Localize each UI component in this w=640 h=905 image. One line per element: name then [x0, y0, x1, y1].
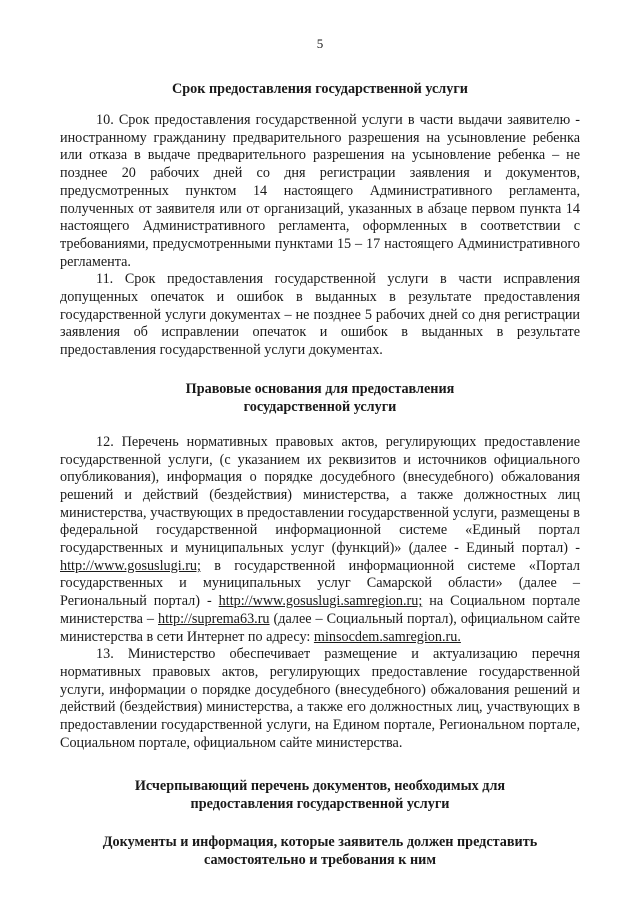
paragraph-12-text: в государственной информационной системе «Портал государственных и муниципальных услуг Самарской области» (далее – Региональный портал) -	[60, 557, 580, 610]
section-title-line: предоставления государственной услуги	[190, 795, 450, 812]
section-title-legal-grounds	[60, 380, 580, 416]
section-title-line: Правовые основания для предоставления	[185, 380, 455, 397]
section-title-line: Документы и информация, которые заявитель должен представить	[102, 833, 538, 850]
link-suprema63[interactable]: http://suprema63.ru	[158, 610, 270, 627]
section-title-documents-list	[60, 777, 580, 813]
paragraph-11: 11. Срок предоставления государственной услуги в части исправления допущенных опечаток и ошибок в выданных в результате предоставления государственной услуги документах – не позднее 5 рабочих дней со дня регистрации заявления об исправлении опечаток и ошибок в выданных в результате предоставления государственной услуги документах.	[60, 271, 580, 359]
section-title-line: государственной услуги	[243, 398, 397, 415]
section-title-applicant-documents	[60, 833, 580, 869]
paragraph-12-text: (далее – Социальный портал), официальном сайте министерства в сети Интернет по адресу:	[60, 610, 581, 645]
paragraph-13: 13. Министерство обеспечивает размещение и актуализацию перечня нормативных правовых актов, регулирующих предоставление государственной услуги, информации о порядке досудебного (внесудебного) обжалования решений и действий (бездействия) министерства, а также его должностных лиц, участвующих в предоставлении государственной услуги, на Едином портале, Региональном портале, Социальном портале, официальном сайте министерства.	[60, 646, 580, 751]
paragraph-10: 10. Срок предоставления государственной услуги в части выдачи заявителю - иностранному гражданину предварительного разрешения на усыновление ребенка или отказа в выдаче предварительного разрешения на усыновление ребенка – не позднее 20 рабочих дней со дня регистрации заявления и документов, предусмотренных пунктом 14 настоящего Административного регламента, полученных от заявителя или от организаций, указанных в абзаце первом пункта 14 настоящего Административного регламента, оформленных в соответствии с требованиями, предусмотренными пунктами 15 – 17 настоящего Административного регламента.	[60, 112, 580, 270]
paragraph-12	[60, 434, 580, 646]
section-title-line: самостоятельно и требования к ним	[203, 851, 436, 868]
paragraph-12-text: на Социальном портале министерства –	[60, 593, 580, 627]
link-gosuslugi[interactable]: http://www.gosuslugi.ru;	[60, 557, 201, 574]
link-gosuslugi-samregion[interactable]: http://www.gosuslugi.samregion.ru;	[218, 593, 423, 610]
link-minsocdem[interactable]: minsocdem.samregion.ru.	[313, 628, 461, 645]
section-title-service-term: Срок предоставления государственной услуги	[172, 81, 468, 97]
paragraph-12-text: 12. Перечень нормативных правовых актов, регулирующих предоставление государственной услуги, (с указанием их реквизитов и источников официального опубликования), информация о порядке досудебного (внесудебного) обжалования решений и действий (бездействия) министерства, а также должностных лиц министерства, участвующих в предоставлении государственной услуги, размещены в федеральной государственной информационной системе «Единый портал государственных и муниципальных услуг (функций)» (далее - Единый портал) -	[60, 433, 580, 557]
section-title-line: Исчерпывающий перечень документов, необходимых для	[134, 777, 506, 794]
page-number: 5	[316, 36, 324, 51]
